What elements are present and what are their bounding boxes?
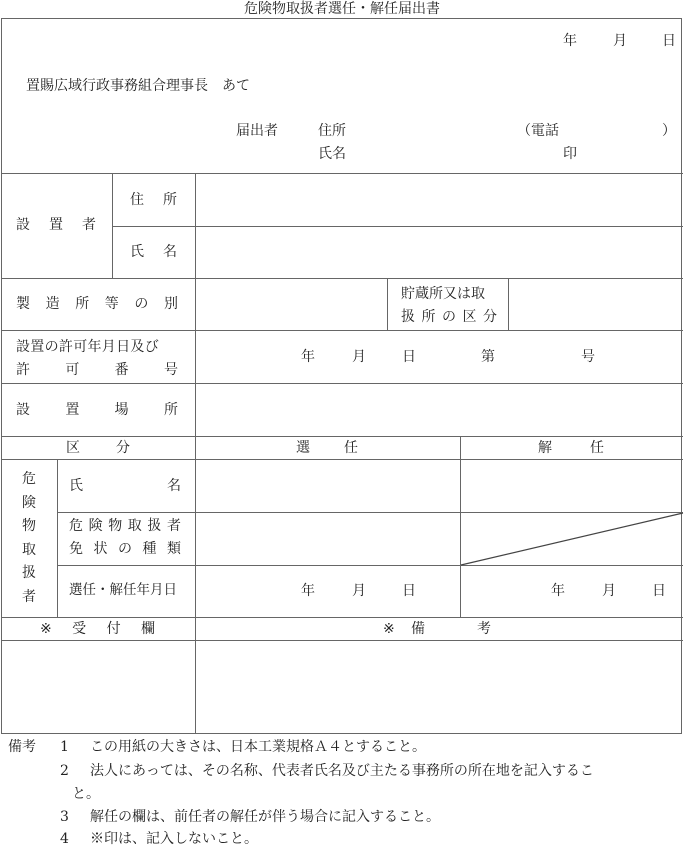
note-3-num: 3 bbox=[60, 809, 69, 825]
appointment-date-field[interactable] bbox=[197, 567, 459, 616]
reception-header: ※ 受 付 欄 bbox=[40, 621, 155, 637]
note-1-text: この用紙の大きさは、日本工業規格Ａ４とすること。 bbox=[90, 739, 426, 755]
installer-address-label: 住 所 bbox=[130, 192, 177, 208]
header-date-day: 日 bbox=[662, 33, 676, 49]
installer-name-field[interactable] bbox=[197, 228, 681, 277]
note-2-cont: と。 bbox=[72, 786, 100, 802]
handler-name-label: 氏 名 bbox=[69, 478, 181, 494]
permit-number-suffix: 号 bbox=[581, 349, 595, 365]
facility-type-label: 製 造 所 等 の 別 bbox=[16, 296, 178, 312]
permit-field[interactable] bbox=[197, 332, 681, 382]
permit-number-prefix: 第 bbox=[481, 349, 495, 365]
notifier-name-label: 氏名 bbox=[318, 146, 346, 162]
dismiss-year: 年 bbox=[551, 583, 565, 599]
dismiss-month: 月 bbox=[602, 583, 616, 599]
appointee-name-field[interactable] bbox=[197, 461, 459, 511]
dismissed-name-field[interactable] bbox=[462, 461, 681, 511]
storage-category-label-line2: 扱 所 の 区 分 bbox=[401, 309, 497, 325]
notifier-label: 届出者 bbox=[236, 123, 278, 139]
dismissal-date-field[interactable] bbox=[462, 567, 681, 616]
appoint-dismiss-date-label: 選任・解任年月日 bbox=[69, 582, 177, 598]
appoint-year: 年 bbox=[301, 583, 315, 599]
storage-category-field[interactable] bbox=[510, 280, 681, 329]
permit-year: 年 bbox=[301, 349, 315, 365]
handler-label: 危 険 物 取 扱 者 bbox=[22, 471, 36, 605]
category-header: 区 分 bbox=[66, 440, 130, 456]
phone-open: （電話 bbox=[517, 123, 559, 139]
location-field[interactable] bbox=[197, 385, 681, 435]
installer-name-label: 氏 名 bbox=[130, 244, 177, 260]
permit-day: 日 bbox=[402, 349, 416, 365]
note-3-text: 解任の欄は、前任者の解任が伴う場合に記入すること。 bbox=[90, 809, 440, 825]
note-2-num: 2 bbox=[60, 763, 69, 779]
header-date-month: 月 bbox=[613, 33, 627, 49]
facility-type-field[interactable] bbox=[197, 280, 386, 329]
permit-label-line2: 許 可 番 号 bbox=[16, 362, 178, 378]
form-title: 危険物取扱者選任・解任届出書 bbox=[244, 1, 440, 17]
note-2-text: 法人にあっては、その名称、代表者氏名及び主たる事務所の所在地を記入するこ bbox=[90, 763, 594, 779]
appoint-day: 日 bbox=[402, 583, 416, 599]
phone-close: ） bbox=[662, 123, 676, 139]
appoint-month: 月 bbox=[352, 583, 366, 599]
license-type-label-line2: 免 状 の 種 類 bbox=[69, 541, 181, 557]
license-type-label-line1: 危 険 物 取 扱 者 bbox=[69, 518, 181, 534]
storage-category-label-line1: 貯蔵所又は取 bbox=[401, 286, 485, 302]
installer-label: 設 置 者 bbox=[16, 217, 96, 233]
remarks-mark: ※ bbox=[383, 621, 395, 637]
appointee-license-field[interactable] bbox=[197, 514, 459, 564]
remarks-header: 備 考 bbox=[411, 621, 491, 637]
note-1-num: 1 bbox=[60, 739, 69, 755]
not-applicable-slash bbox=[460, 512, 684, 566]
installer-address-field[interactable] bbox=[197, 175, 681, 225]
dismiss-day: 日 bbox=[652, 583, 666, 599]
location-label: 設 置 場 所 bbox=[16, 402, 178, 418]
permit-label-line1: 設置の許可年月日及び bbox=[16, 339, 159, 355]
addressee: 置賜広域行政事務組合理事長 あて bbox=[26, 78, 250, 94]
permit-month: 月 bbox=[352, 349, 366, 365]
header-date-year: 年 bbox=[563, 33, 577, 49]
note-4-num: 4 bbox=[60, 831, 69, 847]
notifier-address-label: 住所 bbox=[318, 123, 346, 139]
notes-heading: 備考 bbox=[8, 739, 36, 755]
remarks-field[interactable] bbox=[197, 642, 681, 732]
note-4-text: ※印は、記入しないこと。 bbox=[90, 831, 258, 847]
appointment-header: 選 任 bbox=[296, 440, 358, 456]
dismissal-header: 解 任 bbox=[538, 440, 604, 456]
reception-field[interactable] bbox=[3, 642, 194, 732]
seal-mark: 印 bbox=[563, 146, 577, 162]
